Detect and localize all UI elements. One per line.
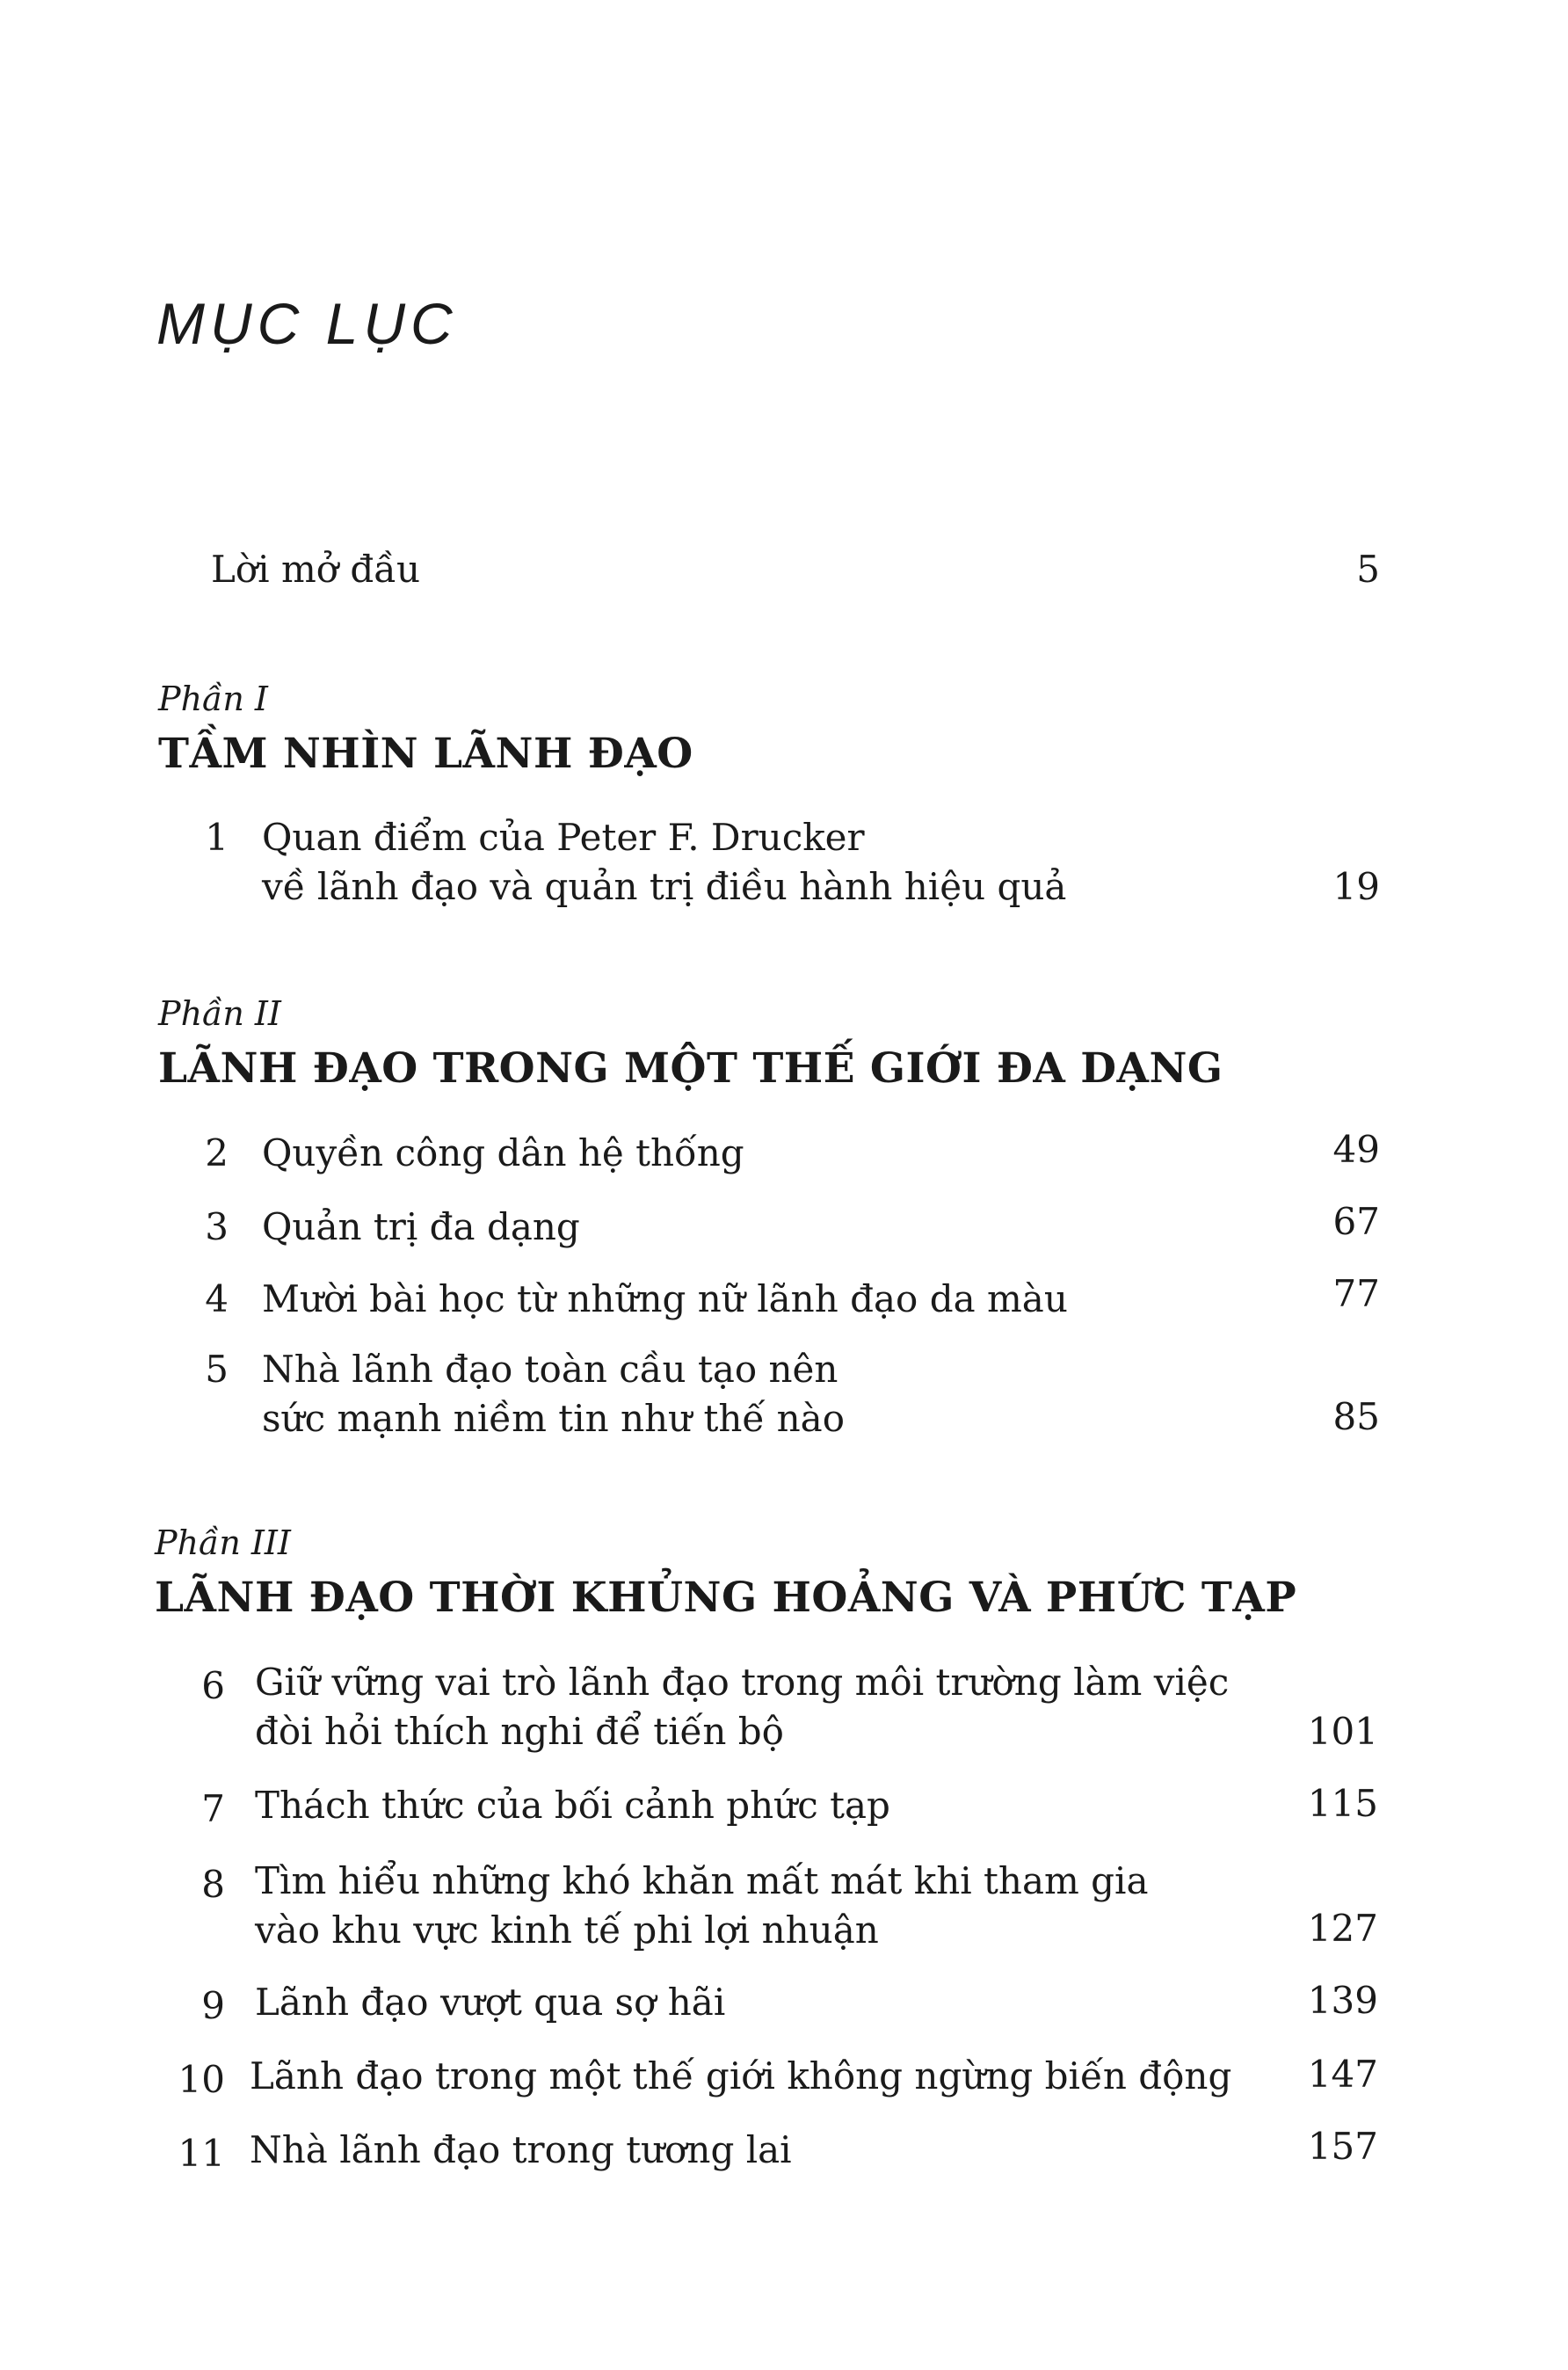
chapter-number: 3 (205, 1205, 229, 1248)
toc-entry-chapter-6[interactable] (255, 1658, 1229, 1756)
toc-entry-chapter-1[interactable] (262, 813, 1066, 912)
chapter-number: 8 (201, 1863, 225, 1906)
toc-entry-chapter-10[interactable] (250, 2052, 1231, 2101)
chapter-page-number: 77 (1332, 1272, 1380, 1315)
chapter-page-number: 115 (1307, 1782, 1378, 1825)
chapter-number: 6 (201, 1664, 225, 1707)
chapter-page-number: 127 (1307, 1907, 1378, 1950)
chapter-page-number: 49 (1332, 1128, 1380, 1171)
chapter-page-number: 19 (1332, 865, 1380, 908)
chapter-page-number: 139 (1307, 1979, 1378, 2022)
chapter-number: 11 (178, 2132, 225, 2175)
toc-entry-chapter-7[interactable] (255, 1781, 890, 1830)
chapter-number: 2 (205, 1131, 229, 1174)
chapter-title-line: Tìm hiểu những khó khăn mất mát khi tham gia (255, 1859, 1149, 1902)
chapter-number: 10 (178, 2058, 225, 2101)
chapter-number: 1 (205, 816, 229, 859)
toc-entry-chapter-2[interactable] (262, 1129, 744, 1178)
chapter-title-line: đòi hỏi thích nghi để tiến bộ (255, 1710, 784, 1753)
chapter-title-line: Nhà lãnh đạo trong tương lai (250, 2128, 792, 2171)
part-label: Phần III (155, 1523, 291, 1562)
chapter-title-line: Mười bài học từ những nữ lãnh đạo da màu (262, 1277, 1068, 1320)
part-title[interactable]: LÃNH ĐẠO TRONG MỘT THẾ GIỚI ĐA DẠNG (158, 1044, 1223, 1093)
toc-entry-chapter-3[interactable] (262, 1203, 580, 1252)
chapter-page-number: 147 (1307, 2053, 1378, 2096)
chapter-page-number: 67 (1332, 1200, 1380, 1243)
part-title[interactable]: TẦM NHÌN LÃNH ĐẠO (158, 730, 693, 778)
chapter-title-line: Quản trị đa dạng (262, 1205, 580, 1248)
toc-entry-chapter-11[interactable] (250, 2126, 792, 2175)
toc-entry-chapter-9[interactable] (255, 1978, 725, 2027)
chapter-title-line: Lãnh đạo vượt qua sợ hãi (255, 1981, 726, 2024)
part-title[interactable]: LÃNH ĐẠO THỜI KHỦNG HOẢNG VÀ PHỨC TẠP (155, 1574, 1297, 1622)
chapter-title-line: Lãnh đạo trong một thế giới không ngừng biến động (250, 2054, 1232, 2097)
chapter-page-number: 157 (1307, 2125, 1378, 2168)
chapter-title-line: Thách thức của bối cảnh phức tạp (255, 1784, 890, 1827)
chapter-title-line: Quan điểm của Peter F. Drucker (262, 816, 865, 859)
chapter-page-number: 85 (1332, 1395, 1380, 1438)
toc-entry-intro-label[interactable]: Lời mở đầu (211, 548, 421, 591)
toc-entry-chapter-4[interactable] (262, 1275, 1068, 1324)
toc-entry-intro-page: 5 (1356, 548, 1380, 591)
chapter-title-line: Nhà lãnh đạo toàn cầu tạo nên (262, 1348, 838, 1391)
chapter-title-line: Quyền công dân hệ thống (262, 1131, 744, 1174)
toc-entry-chapter-5[interactable] (262, 1345, 845, 1443)
part-label: Phần I (158, 680, 268, 718)
chapter-title-line: Giữ vững vai trò lãnh đạo trong môi trường làm việc (255, 1661, 1230, 1704)
toc-entry-chapter-8[interactable] (255, 1857, 1149, 1955)
part-label: Phần II (158, 994, 281, 1033)
chapter-number: 9 (201, 1984, 225, 2027)
chapter-title-line: về lãnh đạo và quản trị điều hành hiệu quả (262, 865, 1067, 908)
chapter-title-line: vào khu vực kinh tế phi lợi nhuận (255, 1908, 879, 1952)
chapter-title-line: sức mạnh niềm tin như thế nào (262, 1397, 845, 1440)
chapter-number: 7 (201, 1787, 225, 1830)
toc-title: MỤC LỤC (156, 291, 458, 356)
chapter-number: 4 (205, 1277, 229, 1320)
chapter-page-number: 101 (1307, 1710, 1378, 1753)
chapter-number: 5 (205, 1348, 229, 1391)
